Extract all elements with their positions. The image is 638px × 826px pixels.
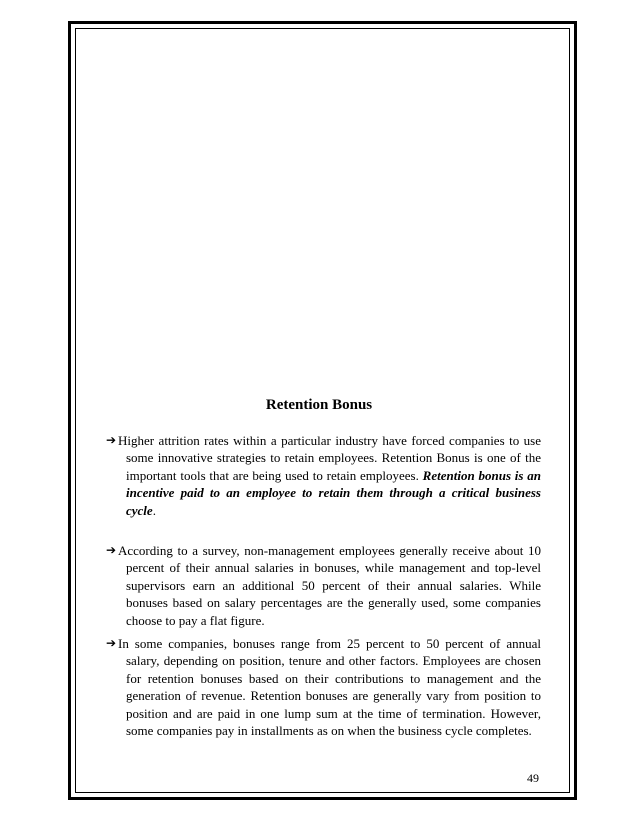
- page-title: Retention Bonus: [265, 397, 373, 413]
- bullet-text-end: .: [152, 502, 156, 518]
- arrow-bullet-icon: ➔: [106, 543, 117, 557]
- bullet-paragraph-2: [106, 542, 541, 629]
- bullet-paragraph-1: [106, 432, 542, 519]
- arrow-bullet-icon: ➔: [106, 636, 117, 650]
- bullet-text: [118, 432, 541, 519]
- definition-emphasis: Retention bonus is an incentive paid to an employee to retain them through a critical business cycle: [126, 467, 542, 518]
- bullet-text: According to a survey, non-management employees generally receive about 10 percent of their annual salaries in bonuses, while management and top-level supervisors earn an additional 50 percent of their annual salaries. While bonuses based on salary percentages are the generally used, some companies choose to pay a flat figure.: [118, 543, 541, 628]
- bullet-paragraph-3: [106, 635, 541, 739]
- page-number: 49: [527, 771, 539, 785]
- bullet-text-lead: Higher attrition rates within a particular industry have forced companies to use some innovative strategies to retain employees. Retention Bonus is one of the important tools that are being used to retain employees.: [118, 433, 541, 483]
- bullet-text: In some companies, bonuses range from 25 percent to 50 percent of annual salary, depending on position, tenure and other factors. Employees are chosen for retention bonuses based on their contributions to management and the generation of revenue. Retention bonuses are generally vary from position to position and are paid in one lump sum at the time of termination. However, some companies pay in installments as on when the business cycle completes.: [118, 636, 541, 739]
- arrow-bullet-icon: ➔: [106, 433, 117, 447]
